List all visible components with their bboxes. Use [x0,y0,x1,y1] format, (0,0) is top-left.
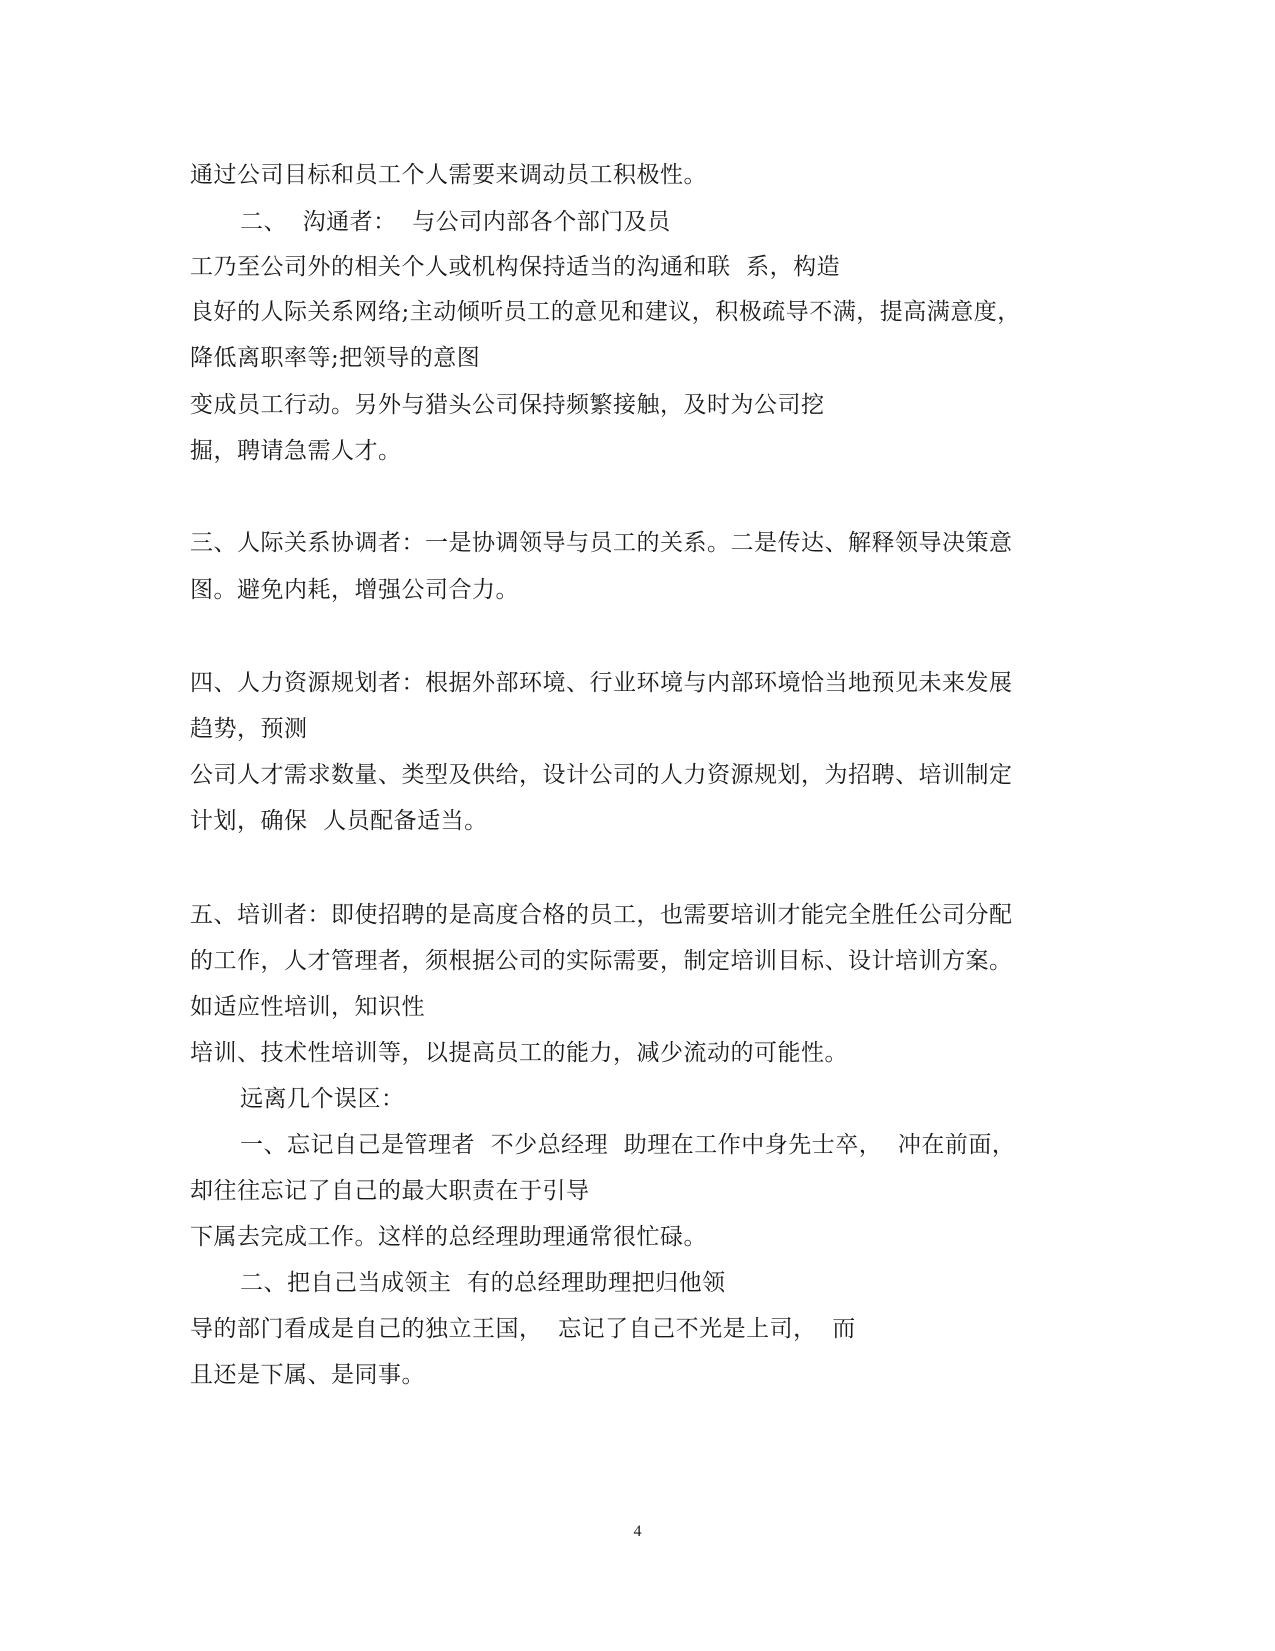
text-line: 趋势，预测 [190,716,308,742]
text-line: 降低离职率等;把领导的意图 [190,345,481,371]
text-line: 如适应性培训，知识性 [190,994,425,1020]
text-line: 的工作，人才管理者，须根据公司的实际需要，制定培训目标、设计培训方案。 [190,948,1013,974]
text-line: 图。避免内耗，增强公司合力。 [190,577,519,603]
text-line: 一、忘记自己是管理者 不少总经理 助理在工作中身先士卒， 冲在前面， [240,1132,1016,1158]
text-line: 三、人际关系协调者：一是协调领导与员工的关系。二是传达、解释领导决策意 [190,530,1013,556]
text-line: 下属去完成工作。这样的总经理助理通常很忙碌。 [190,1224,707,1250]
text-line: 变成员工行动。另外与猎头公司保持频繁接触，及时为公司挖 [190,392,825,418]
text-line: 远离几个误区： [240,1086,405,1112]
text-line: 二、把自己当成领主 有的总经理助理把归他领 [240,1270,726,1296]
text-line: 掘，聘请急需人才。 [190,438,402,464]
text-line: 四、人力资源规划者：根据外部环境、行业环境与内部环境恰当地预见未来发展 [190,670,1013,696]
text-line: 导的部门看成是自己的独立王国， 忘记了自己不光是上司， 而 [190,1316,856,1342]
text-line: 二、 沟通者： 与公司内部各个部门及员 [240,209,671,235]
text-line: 公司人才需求数量、类型及供给，设计公司的人力资源规划，为招聘、培训制定 [190,762,1013,788]
text-line: 计划，确保 人员配备适当。 [190,808,488,834]
text-line: 培训、技术性培训等，以提高员工的能力，减少流动的可能性。 [190,1040,848,1066]
page-number: 4 [633,1523,642,1540]
text-line: 且还是下属、是同事。 [190,1362,425,1388]
text-line: 工乃至公司外的相关个人或机构保持适当的沟通和联 系，构造 [190,254,841,280]
text-line: 通过公司目标和员工个人需要来调动员工积极性。 [190,162,707,188]
text-line: 五、培训者：即使招聘的是高度合格的员工，也需要培训才能完全胜任公司分配 [190,902,1013,928]
text-line: 却往往忘记了自己的最大职责在于引导 [190,1178,590,1204]
text-line: 良好的人际关系网络;主动倾听员工的意见和建议，积极疏导不满，提高满意度， [190,299,1021,325]
